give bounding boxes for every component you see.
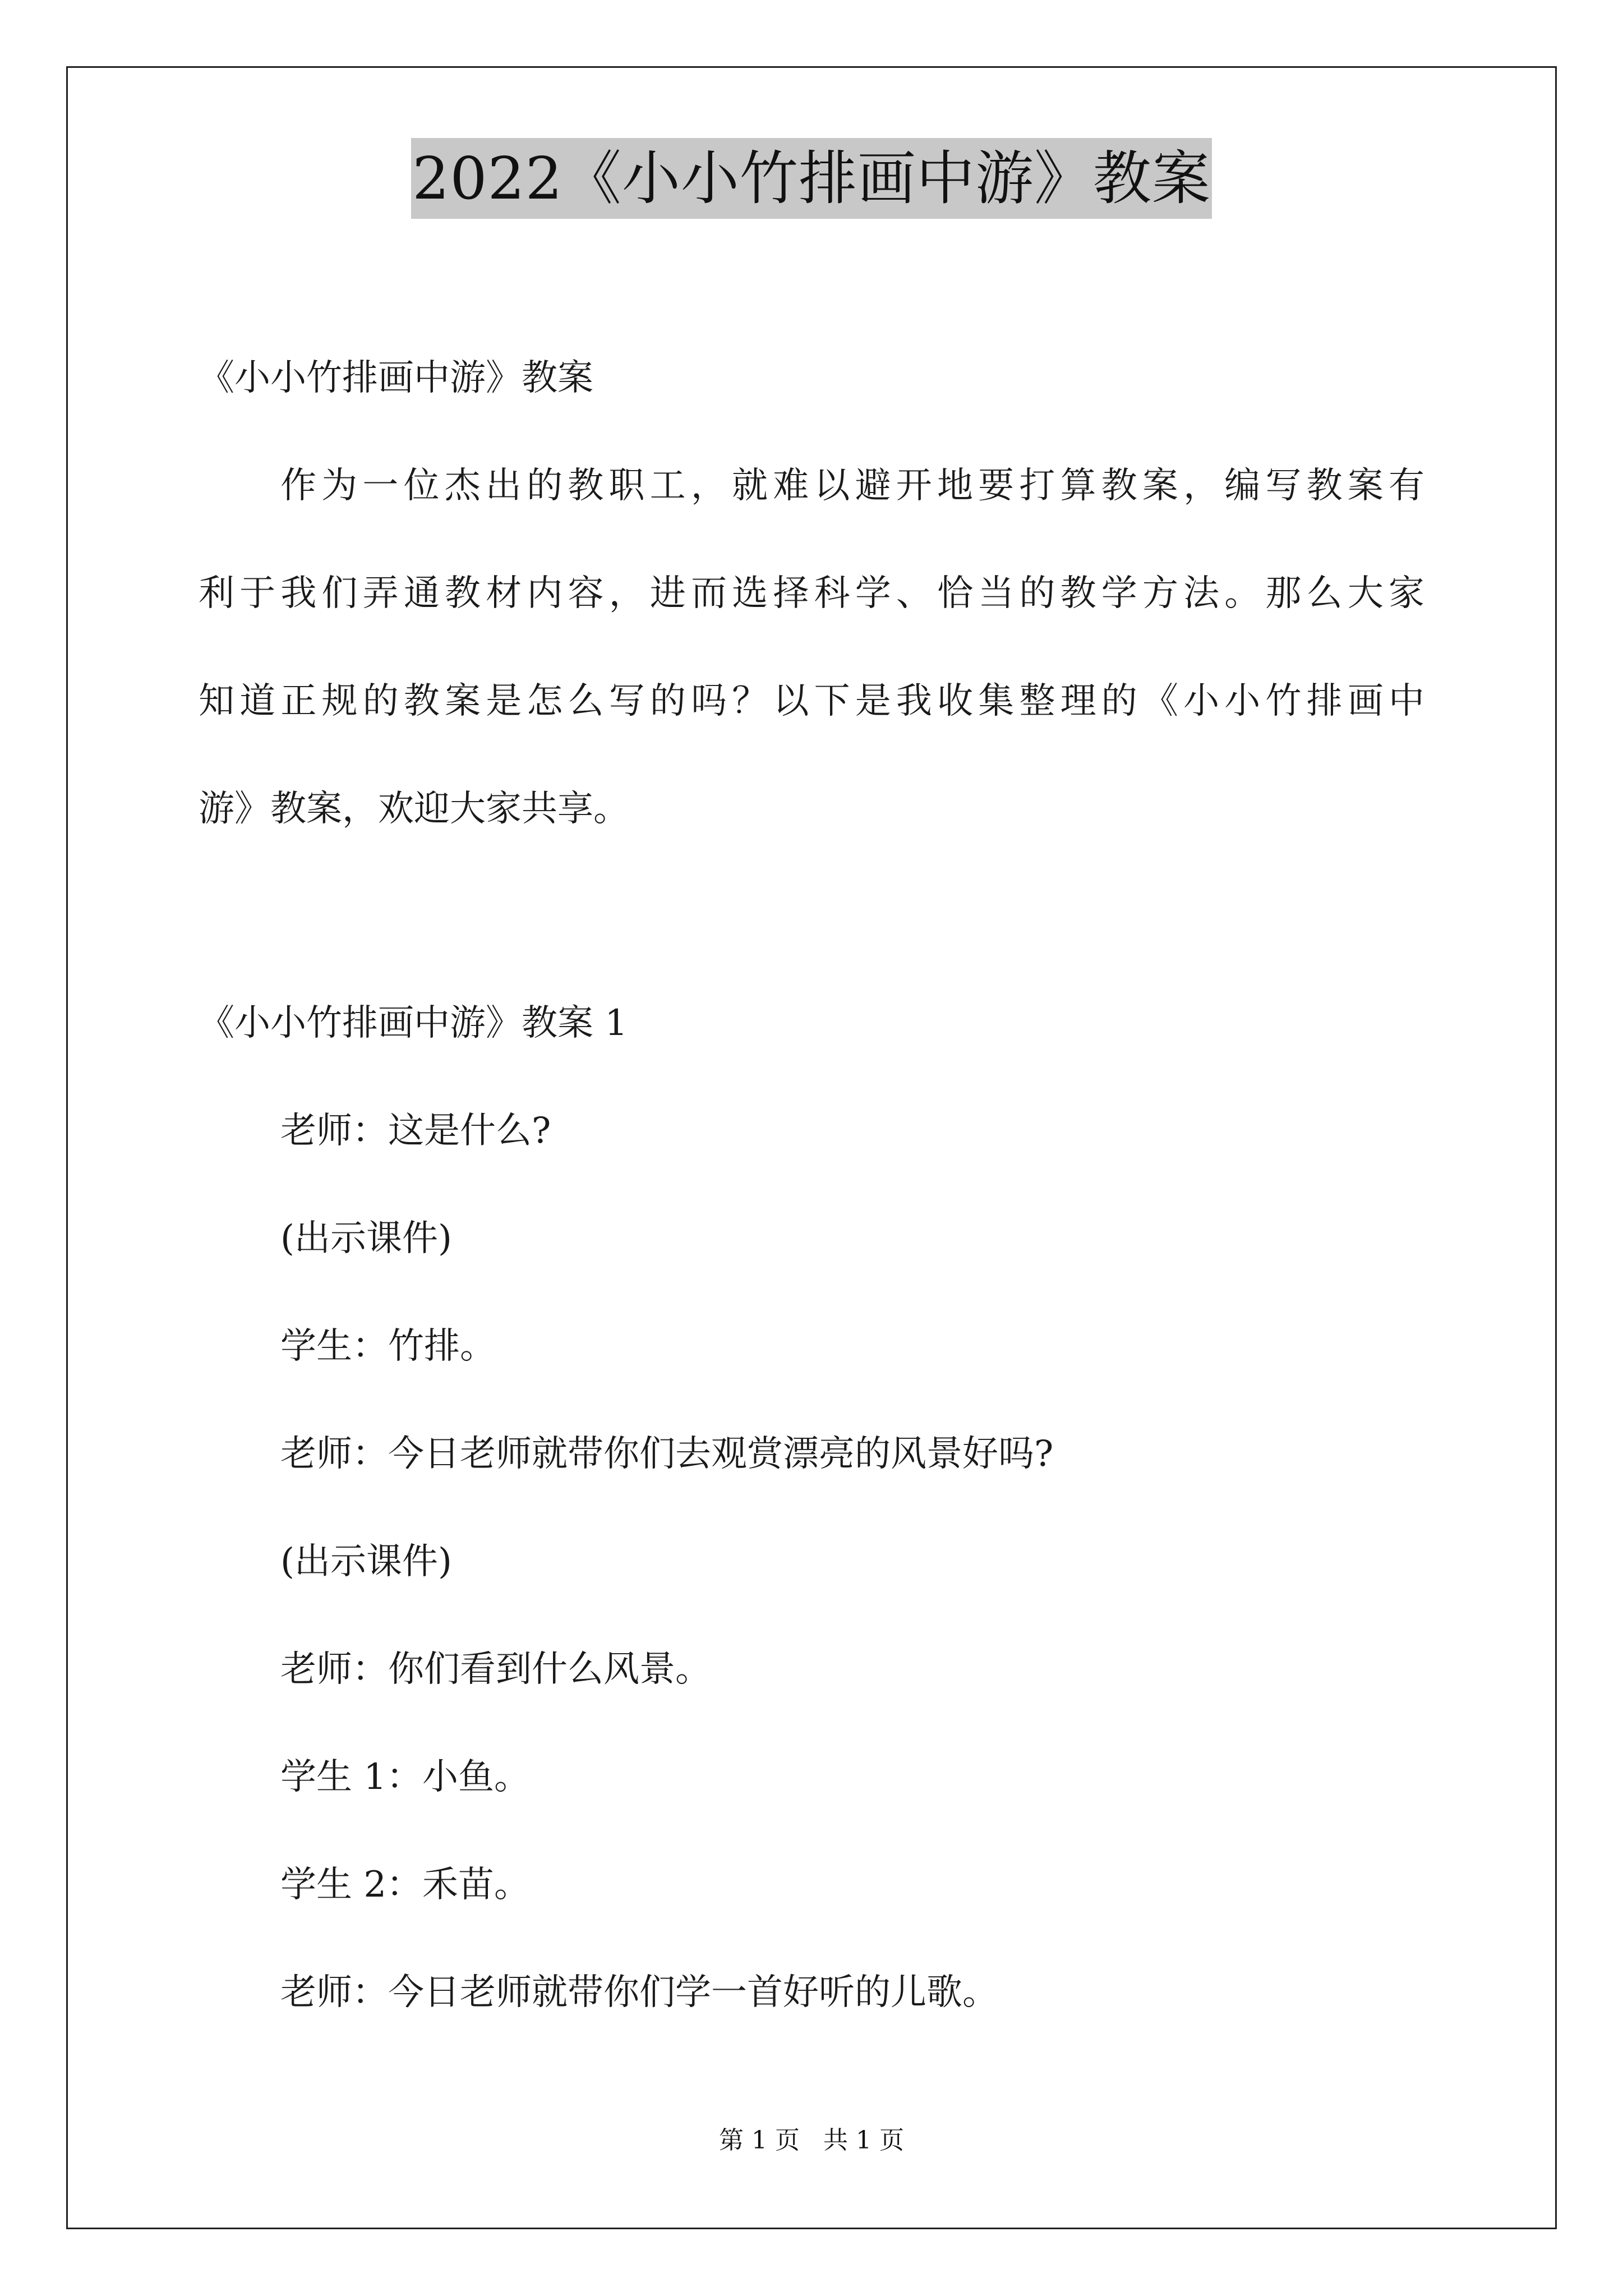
document-title: 2022《小小竹排画中游》教案 [411,138,1212,219]
dialogue-line-2: (出示课件) [280,1218,452,1259]
document-subtitle: 《小小竹排画中游》教案 [199,357,593,399]
dialogue-line-6: 老师：你们看到什么风景。 [280,1649,711,1690]
dialogue-line-4: 老师：今日老师就带你们去观赏漂亮的风景好吗? [280,1433,1054,1475]
intro-line-1: 作为一位杰出的教职工，就难以避开地要打算教案，编写教案有 [280,465,1424,507]
dialogue-line-3: 学生：竹排。 [280,1326,496,1367]
title-container [0,138,1623,219]
dialogue-line-1: 老师：这是什么? [280,1110,551,1152]
section-heading: 《小小竹排画中游》教案 1 [199,1002,628,1044]
dialogue-line-5: (出示课件) [280,1541,452,1582]
intro-line-4: 游》教案，欢迎大家共享。 [199,788,629,830]
page-footer: 第 1 页 共 1 页 [719,2126,904,2155]
intro-line-2: 利于我们弄通教材内容，进而选择科学、恰当的教学方法。那么大家 [199,573,1424,614]
dialogue-line-8: 学生 2：禾苗。 [280,1864,531,1906]
intro-line-3: 知道正规的教案是怎么写的吗？以下是我收集整理的《小小竹排画中 [199,680,1424,722]
dialogue-line-7: 学生 1：小鱼。 [280,1756,531,1798]
dialogue-line-9: 老师：今日老师就带你们学一首好听的儿歌。 [280,1972,998,2013]
